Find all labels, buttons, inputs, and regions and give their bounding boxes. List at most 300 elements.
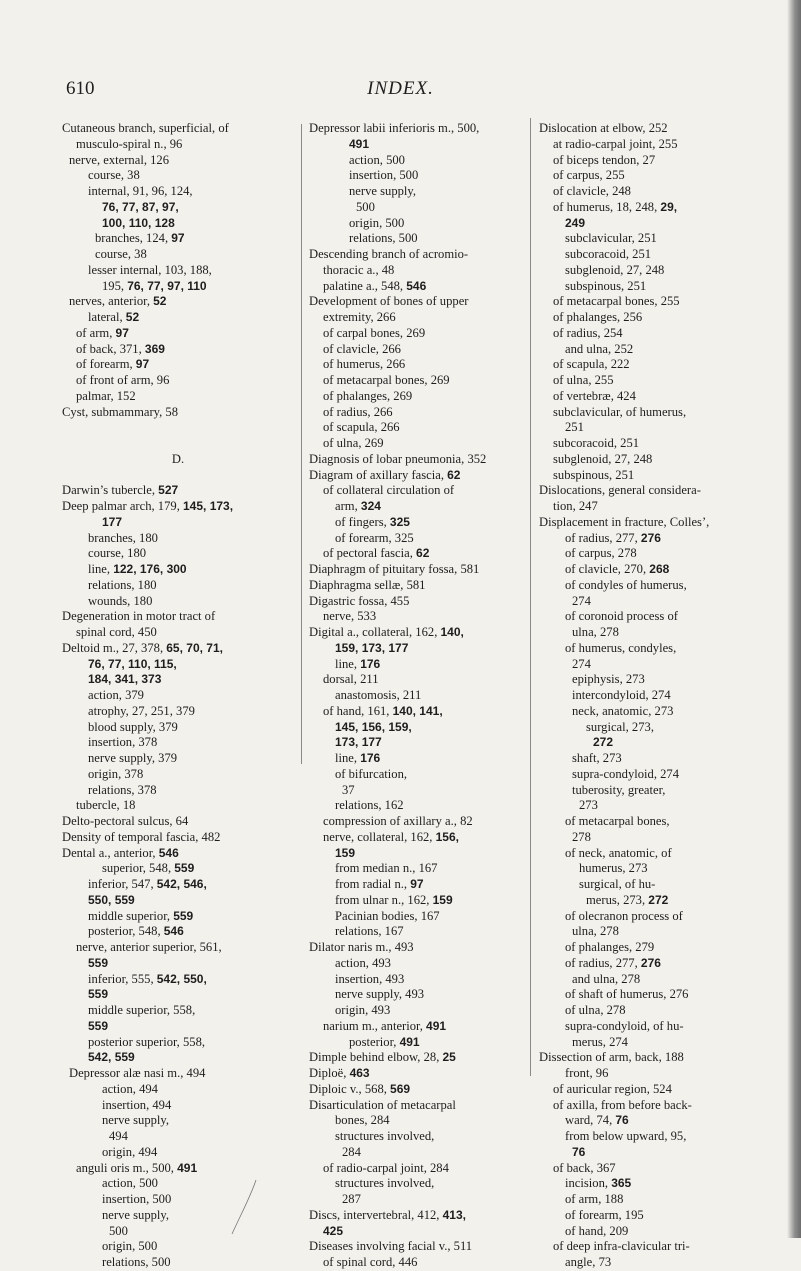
entry-text: course, 38 <box>95 247 147 261</box>
index-line <box>309 688 526 704</box>
index-line <box>62 1035 294 1051</box>
entry-text: nerve, 533 <box>323 609 377 624</box>
entry-text: subclavicular, of humerus, <box>553 404 687 419</box>
entry-text: line, <box>335 656 361 671</box>
entry-text: angle, 73 <box>565 1255 612 1269</box>
entry-text: inferior, 555, <box>88 971 157 986</box>
entry-text: of radius, 254 <box>553 325 623 340</box>
index-line <box>539 1161 774 1177</box>
entry-text: 284 <box>342 1144 361 1159</box>
index-line <box>62 168 294 184</box>
entry-text: inferior, 547, <box>88 877 157 891</box>
entry-text: insertion, 378 <box>88 735 158 750</box>
entry-text: of forearm, 325 <box>335 530 414 545</box>
index-line <box>309 310 526 326</box>
bold-page-refs: 542, 550, <box>156 971 207 986</box>
index-line <box>62 830 294 846</box>
index-line <box>309 184 526 200</box>
bold-page-refs: 268 <box>649 562 670 576</box>
index-line <box>539 688 774 704</box>
entry-text: of condyles of humerus, <box>565 577 687 592</box>
entry-text: of carpus, 255 <box>553 168 625 183</box>
entry-text: Dislocations, general considera- <box>539 483 701 498</box>
index-line <box>309 436 526 452</box>
index-line <box>309 1066 526 1082</box>
index-line <box>62 515 294 531</box>
bold-page-refs: 145, 156, 159, <box>335 719 412 734</box>
entry-text: origin, 500 <box>102 1239 158 1254</box>
index-line <box>309 735 526 751</box>
index-line <box>309 405 526 421</box>
index-line <box>62 767 294 783</box>
entry-text: course, 38 <box>88 168 140 183</box>
index-line <box>539 216 774 232</box>
entry-text: subspinous, 251 <box>553 467 635 482</box>
entry-text: action, 500 <box>349 152 405 167</box>
entry-text: of humerus, 18, 248, <box>553 199 661 214</box>
bold-page-refs: 550, 559 <box>88 892 135 907</box>
bold-page-refs: 559 <box>88 1018 109 1033</box>
index-line <box>539 1066 774 1082</box>
entry-text: subspinous, 251 <box>565 278 647 293</box>
entry-text: insertion, 500 <box>349 168 419 183</box>
entry-text: Digastric fossa, 455 <box>309 593 410 608</box>
bold-page-refs: 52 <box>153 294 167 309</box>
bold-page-refs: 97 <box>410 877 424 891</box>
entry-text: origin, 493 <box>335 1003 391 1017</box>
index-line <box>309 830 526 846</box>
index-line <box>309 499 526 515</box>
bold-page-refs: 156, <box>435 829 459 844</box>
index-line <box>309 704 526 720</box>
entry-text: nerve supply, 379 <box>88 751 178 765</box>
index-line <box>309 893 526 909</box>
index-line <box>309 767 526 783</box>
entry-text: nerve, collateral, 162, <box>323 829 436 844</box>
index-line <box>62 405 294 421</box>
entry-text: of shaft of humerus, 276 <box>565 987 689 1002</box>
index-line <box>62 578 294 594</box>
entry-text: 251 <box>565 420 584 435</box>
bold-page-refs: 97 <box>171 231 185 246</box>
bold-page-refs: 176 <box>360 751 381 765</box>
entry-text: Delto-pectoral sulcus, 64 <box>62 814 189 828</box>
index-line <box>62 672 294 688</box>
index-line <box>309 137 526 153</box>
index-line <box>62 1098 294 1114</box>
index-line <box>539 562 774 578</box>
bold-page-refs: 140, 141, <box>392 703 443 718</box>
entry-text: middle superior, <box>88 908 174 923</box>
entry-text: intercondyloid, 274 <box>572 688 671 702</box>
bold-page-refs: 559 <box>88 955 109 970</box>
index-line <box>309 342 526 358</box>
entry-text: of auricular region, 524 <box>553 1081 672 1096</box>
index-line <box>62 1129 294 1145</box>
index-line <box>309 468 526 484</box>
index-line <box>62 877 294 893</box>
index-line <box>539 1208 774 1224</box>
index-line <box>309 798 526 814</box>
page-title: INDEX. <box>367 78 434 99</box>
index-line <box>539 546 774 562</box>
bold-page-refs: 546 <box>406 278 427 293</box>
bold-page-refs: 559 <box>174 861 195 876</box>
entry-text: structures involved, <box>335 1129 435 1143</box>
index-line <box>539 735 774 751</box>
entry-text: ulna, 278 <box>572 625 619 639</box>
entry-text: 273 <box>579 798 598 813</box>
index-line <box>309 972 526 988</box>
entry-text: of arm, 188 <box>565 1192 624 1206</box>
entry-text: supra-condyloid, of hu- <box>565 1018 684 1033</box>
index-line <box>539 1019 774 1035</box>
index-line <box>539 405 774 421</box>
entry-text: nerve supply, <box>102 1207 170 1222</box>
index-line <box>62 688 294 704</box>
entry-text: of radius, 277, <box>565 955 641 970</box>
index-line <box>62 1145 294 1161</box>
entry-text: of collateral circulation of <box>323 483 455 498</box>
entry-text: of ulna, 269 <box>323 436 384 450</box>
index-line <box>62 1161 294 1177</box>
index-line <box>309 1050 526 1066</box>
entry-text: of pectoral fascia, <box>323 546 417 561</box>
index-column-1 <box>62 121 294 1271</box>
index-line <box>62 1019 294 1035</box>
index-line <box>309 247 526 263</box>
entry-text: merus, 274 <box>572 1034 628 1049</box>
index-line <box>539 672 774 688</box>
entry-text: subcoracoid, 251 <box>565 247 652 261</box>
entry-text: 195, <box>102 278 128 293</box>
entry-text: from ulnar n., 162, <box>335 892 433 907</box>
index-line <box>309 814 526 830</box>
entry-text: Depressor alæ nasi m., 494 <box>69 1066 206 1080</box>
index-line <box>62 783 294 799</box>
index-line <box>309 153 526 169</box>
entry-text: of radio-carpal joint, 284 <box>323 1160 449 1175</box>
index-column-3 <box>539 121 774 1271</box>
index-line <box>539 814 774 830</box>
index-line <box>309 1035 526 1051</box>
index-line <box>539 468 774 484</box>
entry-text: anastomosis, 211 <box>335 688 422 702</box>
index-line <box>539 861 774 877</box>
entry-text: 37 <box>342 782 355 797</box>
entry-text: Density of temporal fascia, 482 <box>62 829 221 844</box>
index-line <box>62 468 294 484</box>
bold-page-refs: 76 <box>615 1113 629 1128</box>
entry-text: Diploic v., 568, <box>309 1081 391 1096</box>
entry-text: of hand, 209 <box>565 1223 629 1238</box>
index-line <box>539 483 774 499</box>
entry-text: tubercle, 18 <box>76 798 136 813</box>
index-line <box>539 1129 774 1145</box>
index-line <box>539 594 774 610</box>
entry-text: Digital a., collateral, 162, <box>309 625 441 639</box>
entry-text: surgical, of hu- <box>579 877 656 891</box>
entry-text: Degeneration in motor tract of <box>62 609 216 624</box>
index-line <box>539 751 774 767</box>
entry-text: musculo-spiral n., 96 <box>76 136 183 151</box>
index-line <box>539 515 774 531</box>
entry-text: Diaphragm of pituitary fossa, 581 <box>309 562 480 576</box>
entry-text: of coronoid process of <box>565 609 678 624</box>
index-line <box>309 373 526 389</box>
bold-page-refs: 177 <box>102 514 123 529</box>
bold-page-refs: 76, 77, 110, 115, <box>88 656 177 671</box>
index-line <box>62 1224 294 1240</box>
page-edge-shadow <box>787 0 801 1238</box>
bold-page-refs: 76, 77, 97, 110 <box>127 278 207 293</box>
index-line <box>62 609 294 625</box>
bold-page-refs: 542, 546, <box>156 877 207 891</box>
entry-text: relations, 500 <box>349 231 418 246</box>
entry-text: Cyst, submammary, 58 <box>62 404 179 419</box>
index-line <box>539 531 774 547</box>
entry-text: of humerus, 266 <box>323 357 406 372</box>
index-line <box>62 940 294 956</box>
index-line <box>539 389 774 405</box>
entry-text: front, 96 <box>565 1066 609 1080</box>
index-line <box>309 657 526 673</box>
bold-page-refs: 546 <box>158 845 179 860</box>
bold-page-refs: 97 <box>115 325 129 340</box>
entry-text: of ulna, 278 <box>565 1003 626 1017</box>
index-line <box>539 310 774 326</box>
index-line <box>62 499 294 515</box>
entry-text: of vertebræ, 424 <box>553 388 636 403</box>
entry-text: posterior superior, 558, <box>88 1034 206 1049</box>
index-line <box>62 247 294 263</box>
entry-text: Diseases involving facial v., 511 <box>309 1239 473 1254</box>
entry-text: nerve supply, <box>349 184 417 198</box>
entry-text: insertion, 494 <box>102 1097 172 1112</box>
bold-page-refs: 369 <box>144 341 165 356</box>
index-line <box>539 373 774 389</box>
index-line <box>539 877 774 893</box>
index-line <box>62 861 294 877</box>
entry-text: of back, 371, <box>76 341 145 356</box>
index-line <box>539 1003 774 1019</box>
index-line <box>309 956 526 972</box>
index-line <box>309 121 526 137</box>
entry-text: nerve supply, <box>102 1113 170 1128</box>
entry-text: action, 500 <box>102 1176 158 1191</box>
entry-text: branches, 124, <box>95 231 172 246</box>
entry-text: of bifurcation, <box>335 766 408 781</box>
entry-text: of biceps tendon, 27 <box>553 152 656 167</box>
entry-text: nerve, anterior superior, 561, <box>76 940 222 954</box>
index-line <box>62 1050 294 1066</box>
entry-text: 287 <box>342 1192 361 1206</box>
index-line <box>62 1066 294 1082</box>
index-line <box>309 1129 526 1145</box>
entry-text: Diploë, <box>309 1066 350 1080</box>
entry-text: of back, 367 <box>553 1160 616 1175</box>
index-line <box>62 326 294 342</box>
index-line <box>309 783 526 799</box>
bold-page-refs: 25 <box>442 1050 456 1065</box>
bold-page-refs: 100, 110, 128 <box>102 215 175 230</box>
entry-text: surgical, 273, <box>586 719 654 734</box>
index-line <box>62 357 294 373</box>
entry-text: course, 180 <box>88 546 147 561</box>
entry-text: of carpus, 278 <box>565 546 637 561</box>
entry-text: of axilla, from before back- <box>553 1097 692 1112</box>
index-line <box>539 972 774 988</box>
index-line <box>309 483 526 499</box>
index-line <box>539 830 774 846</box>
entry-text: ward, 74, <box>565 1113 616 1128</box>
index-line <box>62 735 294 751</box>
bold-page-refs: 65, 70, 71, <box>166 640 223 655</box>
entry-text: Depressor labii inferioris m., 500, <box>309 121 480 135</box>
entry-text: of carpal bones, 269 <box>323 325 426 340</box>
entry-text: at radio-carpal joint, 255 <box>553 136 678 151</box>
section-letter <box>62 452 294 468</box>
bold-page-refs: 159 <box>335 845 356 860</box>
bold-page-refs: 491 <box>426 1018 447 1033</box>
entry-text: of forearm, 195 <box>565 1207 644 1222</box>
bold-page-refs: 527 <box>158 483 179 498</box>
entry-text: nerves, anterior, <box>69 294 154 309</box>
index-line <box>539 342 774 358</box>
bold-page-refs: 324 <box>360 499 381 513</box>
entry-text: Darwin’s tubercle, <box>62 483 159 498</box>
index-line <box>539 436 774 452</box>
index-line <box>539 767 774 783</box>
entry-text: extremity, 266 <box>323 310 396 324</box>
entry-text: ulna, 278 <box>572 924 619 939</box>
bold-page-refs: 276 <box>640 530 661 545</box>
index-line <box>62 1192 294 1208</box>
index-line <box>309 531 526 547</box>
index-line <box>62 231 294 247</box>
index-line <box>539 1035 774 1051</box>
index-line <box>309 940 526 956</box>
index-line <box>539 137 774 153</box>
entry-text: epiphysis, 273 <box>572 672 645 687</box>
index-line <box>539 200 774 216</box>
index-line <box>309 594 526 610</box>
index-line <box>309 294 526 310</box>
entry-text: Cutaneous branch, superficial, of <box>62 121 229 135</box>
index-line <box>62 893 294 909</box>
index-line <box>309 420 526 436</box>
entry-text: of scapula, 222 <box>553 357 630 372</box>
index-line <box>62 483 294 499</box>
index-line <box>309 1239 526 1255</box>
index-line <box>62 1113 294 1129</box>
bold-page-refs: 62 <box>447 467 461 482</box>
index-line <box>62 1003 294 1019</box>
bold-page-refs: 413, <box>442 1207 466 1222</box>
index-line <box>539 452 774 468</box>
entry-text: relations, 180 <box>88 577 157 592</box>
entry-text: tuberosity, greater, <box>572 782 666 797</box>
index-line <box>539 987 774 1003</box>
entry-text: relations, 500 <box>102 1255 171 1269</box>
index-line <box>309 641 526 657</box>
index-line <box>309 1019 526 1035</box>
entry-text: of radius, 277, <box>565 530 641 545</box>
bold-page-refs: 559 <box>173 908 194 923</box>
index-line <box>309 720 526 736</box>
entry-text: of spinal cord, 446 <box>323 1255 418 1269</box>
index-line <box>62 420 294 436</box>
entry-text: palatine a., 548, <box>323 278 407 293</box>
index-line <box>62 909 294 925</box>
bold-page-refs: 76, 77, 87, 97, <box>102 199 179 214</box>
index-line <box>539 657 774 673</box>
entry-text: lesser internal, 103, 188, <box>88 262 212 277</box>
entry-text: of fingers, <box>335 514 390 529</box>
index-line <box>539 357 774 373</box>
index-line <box>539 231 774 247</box>
index-line <box>309 987 526 1003</box>
index-line <box>539 1176 774 1192</box>
index-line <box>62 546 294 562</box>
entry-text: posterior, <box>349 1034 400 1049</box>
bold-page-refs: 491 <box>177 1160 198 1175</box>
index-line <box>539 1255 774 1271</box>
bold-page-refs: 122, 176, 300 <box>113 562 187 576</box>
entry-text: Disarticulation of metacarpal <box>309 1097 456 1112</box>
entry-text: of radius, 266 <box>323 404 393 419</box>
column-rule-right <box>530 118 531 1076</box>
entry-text: nerve supply, 493 <box>335 987 425 1002</box>
index-line <box>309 625 526 641</box>
entry-text: of humerus, condyles, <box>565 640 677 655</box>
entry-text: of metacarpal bones, 269 <box>323 373 450 387</box>
entry-text: of clavicle, 270, <box>565 562 650 576</box>
entry-text: from below upward, 95, <box>565 1129 687 1143</box>
index-line <box>539 1145 774 1161</box>
entry-text: insertion, 493 <box>335 971 405 986</box>
entry-text: of phalanges, 269 <box>323 388 413 403</box>
index-line <box>62 1208 294 1224</box>
index-line <box>539 1050 774 1066</box>
bold-page-refs: 145, 173, <box>183 499 234 513</box>
index-line <box>62 1082 294 1098</box>
index-line <box>539 1082 774 1098</box>
entry-text: line, <box>88 562 114 576</box>
entry-text: superior, 548, <box>102 861 175 876</box>
index-line <box>309 1098 526 1114</box>
bold-page-refs: 52 <box>125 310 140 324</box>
index-line <box>62 342 294 358</box>
entry-text: wounds, 180 <box>88 593 153 608</box>
bold-page-refs: 62 <box>416 546 430 561</box>
bold-page-refs: 272 <box>593 735 614 750</box>
index-line <box>309 1192 526 1208</box>
entry-text: of olecranon process of <box>565 908 683 923</box>
index-line <box>62 263 294 279</box>
entry-text: branches, 180 <box>88 530 158 545</box>
entry-text: action, 494 <box>102 1081 158 1096</box>
index-line <box>539 168 774 184</box>
entry-text: Deltoid m., 27, 378, <box>62 640 167 655</box>
index-line <box>539 956 774 972</box>
bold-page-refs: 272 <box>648 892 669 907</box>
index-line <box>539 578 774 594</box>
index-line <box>309 1082 526 1098</box>
bold-page-refs: 276 <box>640 955 661 970</box>
index-line <box>309 861 526 877</box>
entry-text: relations, 162 <box>335 798 404 813</box>
